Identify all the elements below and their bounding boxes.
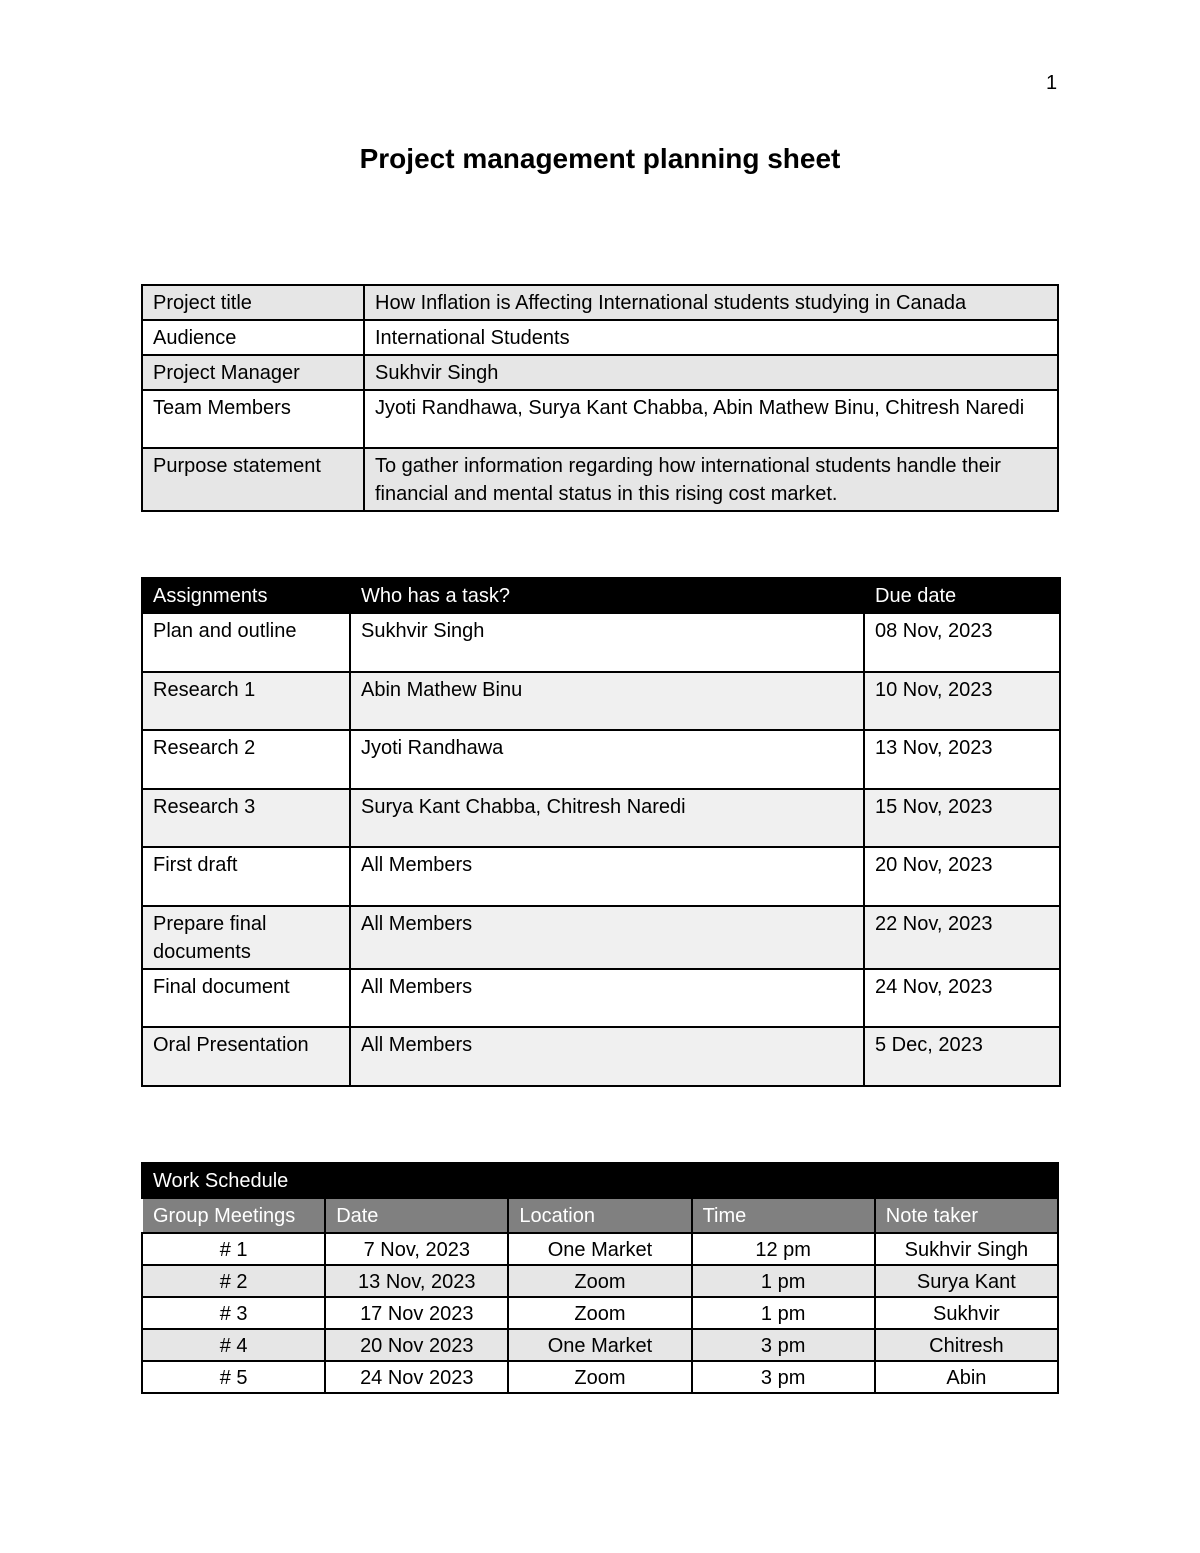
- column-header: Who has a task?: [350, 578, 864, 613]
- meeting-number: # 4: [142, 1329, 325, 1361]
- info-value: To gather information regarding how international students handle their financial and mental status in this rising cost market.: [364, 448, 1058, 511]
- table-row: [142, 355, 1058, 390]
- table-row: [142, 1027, 1060, 1086]
- column-header: Note taker: [875, 1198, 1058, 1233]
- note-taker: Surya Kant: [875, 1265, 1058, 1297]
- meeting-number: # 5: [142, 1361, 325, 1393]
- work-schedule-table: [141, 1162, 1059, 1394]
- assignee: All Members: [350, 847, 864, 906]
- column-header: Assignments: [142, 578, 350, 613]
- table-row: [142, 730, 1060, 789]
- info-label: Project title: [142, 285, 364, 320]
- meeting-time: 1 pm: [692, 1265, 875, 1297]
- assignment-name: Research 1: [142, 672, 350, 731]
- table-row: [142, 1297, 1058, 1329]
- info-value: Sukhvir Singh: [364, 355, 1058, 390]
- column-header: Group Meetings: [142, 1198, 325, 1233]
- page-number: 1: [1046, 72, 1058, 94]
- due-date: 20 Nov, 2023: [864, 847, 1060, 906]
- assignment-name: Research 3: [142, 789, 350, 848]
- table-row: [142, 906, 1060, 969]
- assignee: Jyoti Randhawa: [350, 730, 864, 789]
- work-schedule-title: Work Schedule: [142, 1163, 1058, 1198]
- info-label: Audience: [142, 320, 364, 355]
- meeting-date: 13 Nov, 2023: [325, 1265, 508, 1297]
- table-row: [142, 1265, 1058, 1297]
- assignment-name: Prepare final documents: [142, 906, 350, 969]
- meeting-date: 7 Nov, 2023: [325, 1233, 508, 1265]
- info-value: International Students: [364, 320, 1058, 355]
- meeting-time: 12 pm: [692, 1233, 875, 1265]
- note-taker: Chitresh: [875, 1329, 1058, 1361]
- table-row: [142, 672, 1060, 731]
- info-value: Jyoti Randhawa, Surya Kant Chabba, Abin Mathew Binu, Chitresh Naredi: [364, 390, 1058, 448]
- table-row: [142, 1329, 1058, 1361]
- due-date: 08 Nov, 2023: [864, 613, 1060, 672]
- info-label: Purpose statement: [142, 448, 364, 511]
- meeting-time: 3 pm: [692, 1361, 875, 1393]
- table-row: [142, 613, 1060, 672]
- meeting-time: 1 pm: [692, 1297, 875, 1329]
- assignee: All Members: [350, 969, 864, 1028]
- meeting-number: # 1: [142, 1233, 325, 1265]
- table-row: [142, 1233, 1058, 1265]
- table-header-row: [142, 1198, 1058, 1233]
- meeting-time: 3 pm: [692, 1329, 875, 1361]
- meeting-number: # 3: [142, 1297, 325, 1329]
- meeting-location: One Market: [508, 1329, 691, 1361]
- due-date: 22 Nov, 2023: [864, 906, 1060, 969]
- table-title-row: [142, 1163, 1058, 1198]
- meeting-location: Zoom: [508, 1361, 691, 1393]
- due-date: 13 Nov, 2023: [864, 730, 1060, 789]
- assignee: Sukhvir Singh: [350, 613, 864, 672]
- info-label: Project Manager: [142, 355, 364, 390]
- meeting-date: 24 Nov 2023: [325, 1361, 508, 1393]
- due-date: 10 Nov, 2023: [864, 672, 1060, 731]
- meeting-date: 20 Nov 2023: [325, 1329, 508, 1361]
- column-header: Due date: [864, 578, 1060, 613]
- assignee: All Members: [350, 1027, 864, 1086]
- due-date: 15 Nov, 2023: [864, 789, 1060, 848]
- note-taker: Sukhvir Singh: [875, 1233, 1058, 1265]
- table-row: [142, 847, 1060, 906]
- column-header: Location: [508, 1198, 691, 1233]
- assignment-name: Plan and outline: [142, 613, 350, 672]
- assignee: All Members: [350, 906, 864, 969]
- assignee: Abin Mathew Binu: [350, 672, 864, 731]
- assignment-name: First draft: [142, 847, 350, 906]
- info-label: Team Members: [142, 390, 364, 448]
- due-date: 24 Nov, 2023: [864, 969, 1060, 1028]
- table-row: [142, 285, 1058, 320]
- page-title: Project management planning sheet: [359, 143, 841, 174]
- table-row: [142, 448, 1058, 511]
- note-taker: Sukhvir: [875, 1297, 1058, 1329]
- assignment-name: Research 2: [142, 730, 350, 789]
- table-header-row: [142, 578, 1060, 613]
- table-row: [142, 390, 1058, 448]
- assignee: Surya Kant Chabba, Chitresh Naredi: [350, 789, 864, 848]
- note-taker: Abin: [875, 1361, 1058, 1393]
- project-info-table: [141, 284, 1059, 512]
- meeting-location: Zoom: [508, 1265, 691, 1297]
- info-value: How Inflation is Affecting International students studying in Canada: [364, 285, 1058, 320]
- assignment-name: Final document: [142, 969, 350, 1028]
- table-row: [142, 320, 1058, 355]
- meeting-number: # 2: [142, 1265, 325, 1297]
- table-row: [142, 789, 1060, 848]
- column-header: Time: [692, 1198, 875, 1233]
- table-row: [142, 1361, 1058, 1393]
- assignment-name: Oral Presentation: [142, 1027, 350, 1086]
- table-row: [142, 969, 1060, 1028]
- meeting-location: Zoom: [508, 1297, 691, 1329]
- assignments-table: [141, 577, 1061, 1087]
- column-header: Date: [325, 1198, 508, 1233]
- meeting-date: 17 Nov 2023: [325, 1297, 508, 1329]
- due-date: 5 Dec, 2023: [864, 1027, 1060, 1086]
- meeting-location: One Market: [508, 1233, 691, 1265]
